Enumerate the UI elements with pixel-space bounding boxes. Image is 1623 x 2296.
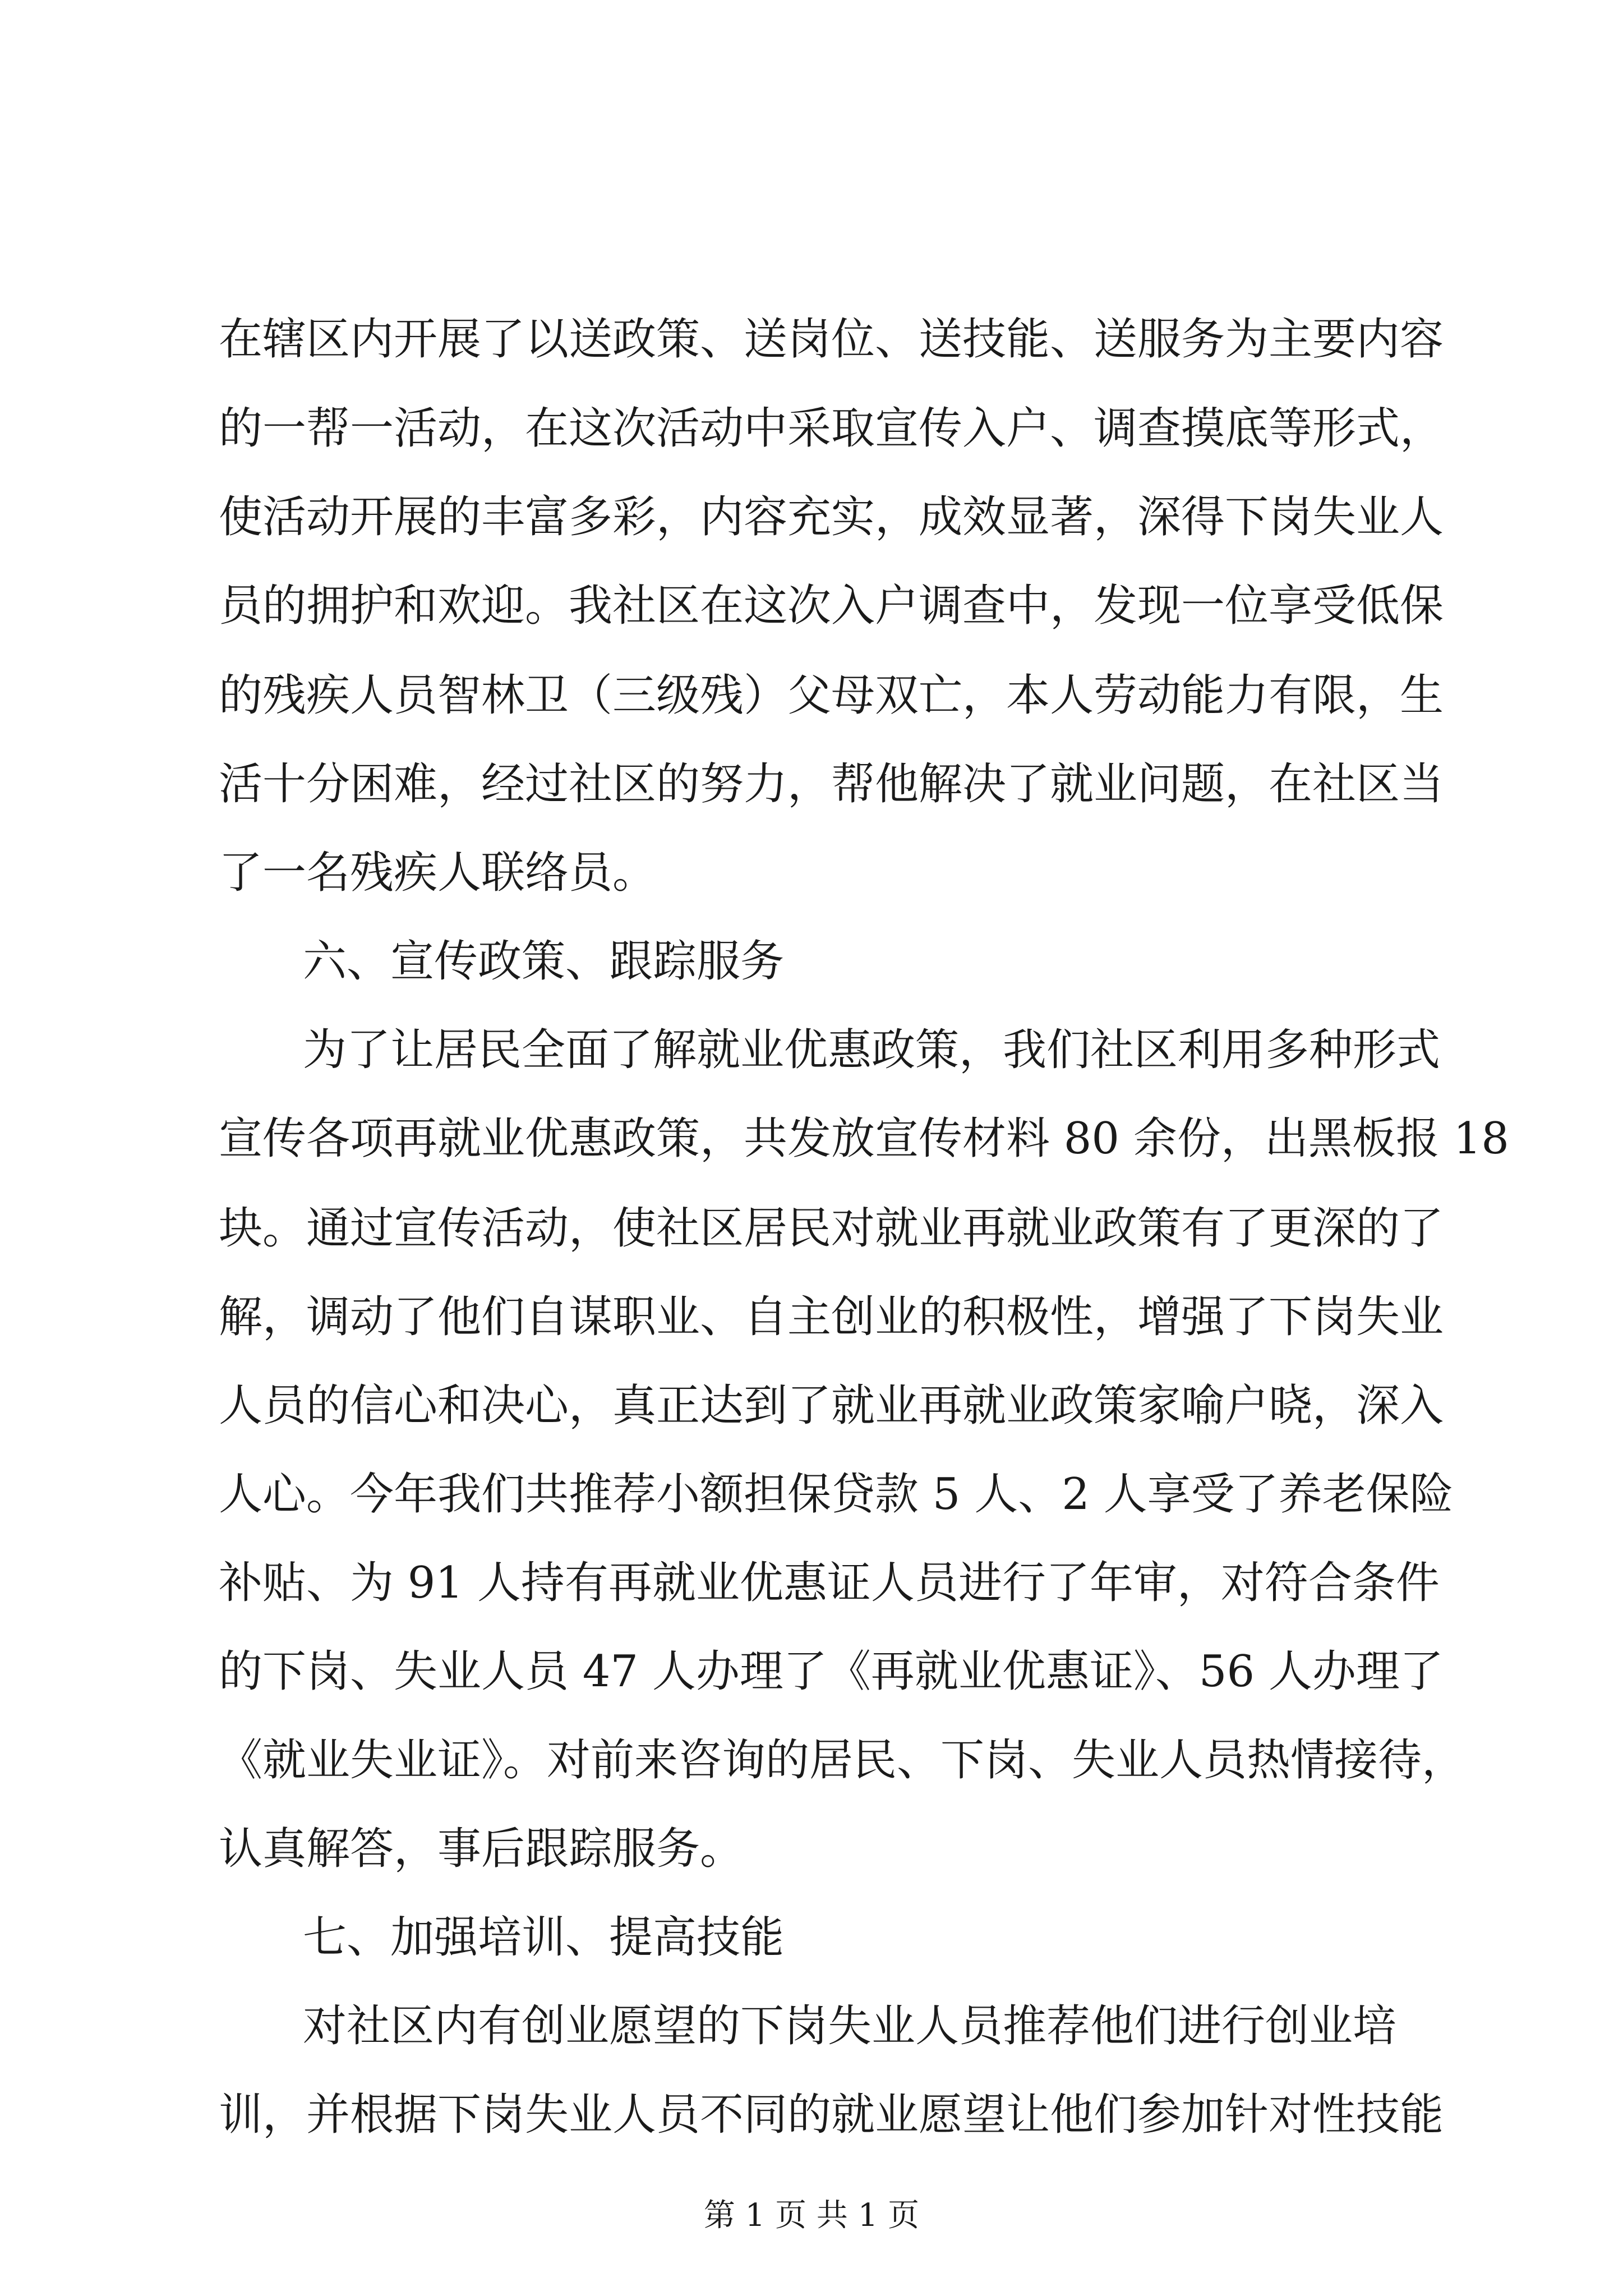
text-line: 的一帮一活动，在这次活动中采取宣传入户、调查摸底等形式，	[219, 403, 1444, 454]
text-line: 活十分困难，经过社区的努力，帮他解决了就业问题，在社区当	[219, 759, 1444, 809]
text-line: 宣传各项再就业优惠政策，共发放宣传材料 80 余份，出黑板报 18	[219, 1114, 1509, 1164]
text-line: 训，并根据下岗失业人员不同的就业愿望让他们参加针对性技能	[219, 2090, 1444, 2140]
text-line: 《就业失业证》。对前来咨询的居民、下岗、失业人员热情接待，	[219, 1735, 1466, 1786]
text-line: 人心。今年我们共推荐小额担保贷款 5 人、2 人享受了养老保险	[219, 1469, 1454, 1520]
text-line: 为了让居民全面了解就业优惠政策，我们社区利用多种形式	[303, 1025, 1441, 1075]
section-heading-6: 六、宣传政策、跟踪服务	[303, 936, 785, 987]
text-line: 补贴、为 91 人持有再就业优惠证人员进行了年审，对符合条件	[219, 1558, 1440, 1608]
text-line: 在辖区内开展了以送政策、送岗位、送技能、送服务为主要内容	[219, 314, 1444, 365]
text-line: 员的拥护和欢迎。我社区在这次入户调查中，发现一位享受低保	[219, 581, 1444, 631]
text-line: 块。通过宣传活动，使社区居民对就业再就业政策有了更深的了	[219, 1203, 1444, 1254]
section-heading-7: 七、加强培训、提高技能	[303, 1912, 785, 1963]
text-line: 使活动开展的丰富多彩，内容充实，成效显著，深得下岗失业人	[219, 492, 1444, 542]
page-footer: 第 1 页 共 1 页	[703, 2197, 920, 2234]
text-line: 解，调动了他们自谋职业、自主创业的积极性，增强了下岗失业	[219, 1292, 1444, 1342]
text-line: 的残疾人员智林卫（三级残）父母双亡，本人劳动能力有限，生	[219, 670, 1444, 721]
text-line: 对社区内有创业愿望的下岗失业人员推荐他们进行创业培	[303, 2001, 1397, 2051]
text-line: 人员的信心和决心，真正达到了就业再就业政策家喻户晓，深入	[219, 1381, 1444, 1431]
text-line: 认真解答，事后跟踪服务。	[219, 1824, 744, 1874]
text-line: 的下岗、失业人员 47 人办理了《再就业优惠证》、56 人办理了	[219, 1646, 1444, 1697]
text-line: 了一名残疾人联络员。	[219, 848, 657, 898]
